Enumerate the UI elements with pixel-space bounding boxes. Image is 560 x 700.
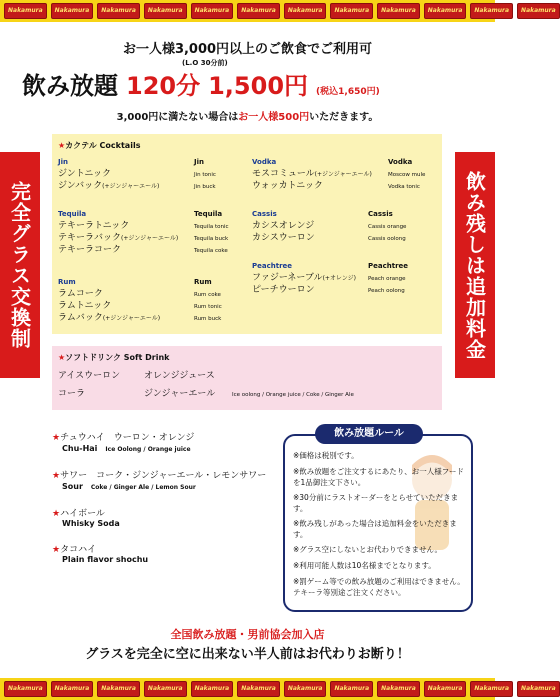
drink-item: ファジーネーブル(+オレンジ): [252, 273, 356, 283]
drink-item: ラムコーク: [58, 289, 103, 299]
drink-item-en: Tequila buck: [194, 236, 229, 242]
logo-badge: Nakamura: [4, 3, 47, 19]
logo-badge: Nakamura: [330, 3, 373, 19]
logo-badge: Nakamura: [470, 3, 513, 19]
category-vodka: Vodka: [252, 158, 277, 166]
cocktails-title: [58, 140, 140, 151]
logo-badge: Nakamura: [144, 3, 187, 19]
logo-badge: Nakamura: [517, 681, 560, 697]
refill-policy-notice: グラスを完全に空に出来ない半人前はお代わりお断り！: [85, 647, 410, 662]
logo-badge: Nakamura: [377, 681, 420, 697]
soft-drink-title: [58, 352, 170, 363]
last-order-note: (L.O 30分前): [182, 59, 228, 67]
logo-badge: Nakamura: [517, 3, 560, 19]
drink-item: カシスオレンジ: [252, 221, 315, 231]
list-item-en: Sour Coke / Ginger Ale / Lemon Sour: [62, 482, 196, 491]
soft-drink-title-text: ソフトドリンク Soft Drink: [65, 353, 170, 362]
logo-badge: Nakamura: [191, 3, 234, 19]
drink-item-en: Moscow mule: [388, 172, 426, 178]
category-cassis-en: Cassis: [368, 210, 393, 218]
logo-badge: Nakamura: [97, 3, 140, 19]
list-item: ★ハイボール: [52, 509, 105, 519]
drink-item: ラムバック(+ジンジャーエール): [58, 313, 161, 323]
drink-item-en: Rum buck: [194, 316, 222, 322]
star-icon: ★: [52, 509, 61, 519]
logo-badge: Nakamura: [4, 681, 47, 697]
category-jin: Jin: [58, 158, 68, 166]
logo-badge: Nakamura: [284, 3, 327, 19]
logo-badge: Nakamura: [424, 3, 467, 19]
category-tequila-en: Tequila: [194, 210, 223, 218]
category-vodka-en: Vodka: [388, 158, 413, 166]
drink-item-en: Jin tonic: [194, 172, 216, 178]
star-icon: ★: [58, 353, 66, 362]
logo-badge: Nakamura: [97, 681, 140, 697]
association-notice: 全国飲み放題・男前協会加入店: [170, 628, 325, 641]
rules-title: 飲み放題ルール: [315, 424, 423, 444]
plan-title: [22, 66, 380, 101]
drink-item: ジントニック: [58, 169, 112, 179]
logo-badge: Nakamura: [237, 681, 280, 697]
drink-item: カシスウーロン: [252, 233, 315, 243]
surcharge-notice: [0, 108, 495, 123]
surcharge-text: 3,000円に満たない場合は: [116, 112, 239, 123]
logo-badge: Nakamura: [237, 3, 280, 19]
plan-price-tax: (税込1,650円): [316, 87, 380, 97]
category-jin-en: Jin: [194, 158, 204, 166]
drink-item-en: Peach orange: [368, 276, 406, 282]
top-banner-strip: [0, 0, 556, 22]
logo-badge: Nakamura: [470, 681, 513, 697]
category-peachtree: Peachtree: [252, 262, 293, 270]
surcharge-amount: お一人様500円: [238, 112, 310, 123]
drink-item-en: Tequila coke: [194, 248, 228, 254]
star-icon: ★: [52, 545, 61, 555]
list-item-en: Chu-Hai Ice Oolong / Orange juice: [62, 444, 191, 453]
logo-badge: Nakamura: [424, 681, 467, 697]
drink-item: モスコミュール(+ジンジャーエール): [252, 169, 372, 179]
drink-item-en: Rum tonic: [194, 304, 222, 310]
rule-item: ※30分前にラストオーダーをとらせていただきます。: [293, 493, 459, 513]
plan-price: 1,500円: [208, 72, 309, 100]
soft-drink-item: オレンジジュース: [144, 371, 215, 381]
category-tequila: Tequila: [58, 210, 87, 218]
list-item: ★タコハイ: [52, 545, 97, 555]
cocktails-title-text: カクテル Cocktails: [65, 141, 141, 150]
drink-item-en: Jin buck: [194, 184, 216, 190]
drink-item: ジンバック(+ジンジャーエール): [58, 181, 160, 191]
logo-badge: Nakamura: [144, 681, 187, 697]
rule-item: ※飲み放題をご注文するにあたり、お一人様フードを1品御注文下さい。: [293, 467, 465, 487]
rule-item: ※グラス空にしないとお代わりできません。: [293, 545, 443, 554]
drink-item: ラムトニック: [58, 301, 112, 311]
rule-item: ※飲み残しがあった場合は追加料金をいただきます。: [293, 519, 457, 539]
rule-item: ※罰ゲーム等での飲み放題のご利用はできません。テキーラ等別途ご注文ください。: [293, 577, 465, 597]
leftover-fee-text: 飲み残しは追加料金: [462, 170, 487, 360]
drink-item-en: Peach oolong: [368, 288, 405, 294]
drink-item: テキーラトニック: [58, 221, 130, 231]
drink-item: ウォッカトニック: [252, 181, 323, 191]
category-rum: Rum: [58, 278, 76, 286]
soft-drink-section: [52, 346, 442, 410]
rules-box: [283, 434, 473, 612]
minimum-spend-notice: お一人様3,000円以上のご飲食でご利用可: [122, 42, 373, 57]
plan-duration: 120分: [126, 72, 201, 100]
logo-badge: Nakamura: [377, 3, 420, 19]
drink-item-en: Cassis orange: [368, 224, 407, 230]
category-peachtree-en: Peachtree: [368, 262, 409, 270]
rule-item: ※利用可能人数は10名様までとなります。: [293, 561, 436, 570]
leftover-fee-banner: [455, 152, 495, 378]
logo-badge: Nakamura: [284, 681, 327, 697]
star-icon: ★: [58, 141, 66, 150]
logo-badge: Nakamura: [191, 681, 234, 697]
plan-name: 飲み放題: [22, 72, 118, 100]
drink-item-en: Vodka tonic: [388, 184, 420, 190]
cocktails-section: [52, 134, 442, 334]
soft-drink-item: アイスウーロン: [58, 371, 121, 381]
star-icon: ★: [52, 471, 61, 481]
rule-item: ※価格は税別です。: [293, 451, 359, 460]
soft-drink-item: コーラ: [58, 389, 86, 399]
soft-drink-item: ジンジャーエール: [144, 389, 216, 399]
logo-badge: Nakamura: [51, 681, 94, 697]
bottom-banner-strip: [0, 678, 556, 700]
list-item: ★チュウハイ ウーロン・オレンジ: [52, 433, 195, 443]
category-rum-en: Rum: [194, 278, 212, 286]
list-item: ★サワー コーク・ジンジャーエール・レモンサワー: [52, 471, 267, 481]
logo-badge: Nakamura: [51, 3, 94, 19]
drink-item-en: Rum coke: [194, 292, 221, 298]
drink-item-en: Cassis oolong: [368, 236, 406, 242]
star-icon: ★: [52, 433, 61, 443]
list-item-en: Whisky Soda: [62, 519, 120, 528]
surcharge-text-end: いただきます。: [309, 112, 379, 123]
glass-exchange-text: 完全グラス交換制: [7, 181, 32, 349]
list-item-en: Plain flavor shochu: [62, 555, 149, 564]
category-cassis: Cassis: [252, 210, 277, 218]
soft-drink-en: Ice oolong / Orange juice / Coke / Ginger Ale: [232, 392, 354, 398]
drink-item: ピーチウーロン: [252, 285, 315, 295]
logo-badge: Nakamura: [330, 681, 373, 697]
glass-exchange-banner: [0, 152, 40, 378]
drink-item: テキーラバック(+ジンジャーエール): [58, 233, 179, 243]
drink-item: テキーラコーク: [58, 245, 122, 255]
drink-item-en: Tequila tonic: [194, 224, 229, 230]
